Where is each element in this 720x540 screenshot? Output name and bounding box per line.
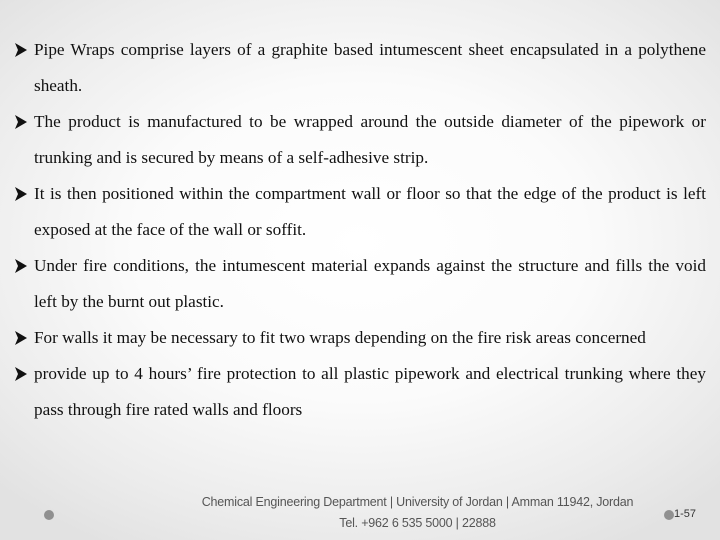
bullet-text: It is then positioned within the compartment wall or floor so that the edge of the product is left exposed at the face of the wall or soffit.: [34, 184, 706, 239]
footer: [150, 492, 685, 534]
footer-phone: Tel. +962 6 535 5000 | 22888: [339, 516, 496, 530]
bullet-text: provide up to 4 hours’ fire protection to all plastic pipework and electrical trunking where they pass through fire rated walls and floors: [34, 364, 706, 419]
bullet-list: [14, 32, 706, 428]
bullet-item: [14, 176, 706, 248]
bullet-text: Pipe Wraps comprise layers of a graphite based intumescent sheet encapsulated in a polythene sheath.: [34, 40, 706, 95]
bullet-item: [14, 104, 706, 176]
bullet-item: [14, 248, 706, 320]
bullet-text: Under fire conditions, the intumescent material expands against the structure and fills the void left by the burnt out plastic.: [34, 256, 706, 311]
arrow-bullet-icon: [14, 248, 30, 284]
arrow-bullet-icon: [14, 32, 30, 68]
arrow-bullet-icon: [14, 320, 30, 356]
footer-dot-left: [44, 510, 54, 520]
footer-address: Chemical Engineering Department | University of Jordan | Amman 11942, Jordan: [201, 495, 634, 509]
arrow-bullet-icon: [14, 356, 30, 392]
arrow-bullet-icon: [14, 176, 30, 212]
bullet-item: [14, 356, 706, 428]
footer-dot-right: [664, 510, 674, 520]
bullet-item: [14, 32, 706, 104]
bullet-text: For walls it may be necessary to fit two wraps depending on the fire risk areas concerned: [34, 328, 646, 347]
page-number: 1-57: [674, 508, 697, 520]
bullet-text: The product is manufactured to be wrapped around the outside diameter of the pipework or trunking and is secured by means of a self-adhesive strip.: [34, 112, 706, 167]
bullet-item: [14, 320, 706, 356]
arrow-bullet-icon: [14, 104, 30, 140]
